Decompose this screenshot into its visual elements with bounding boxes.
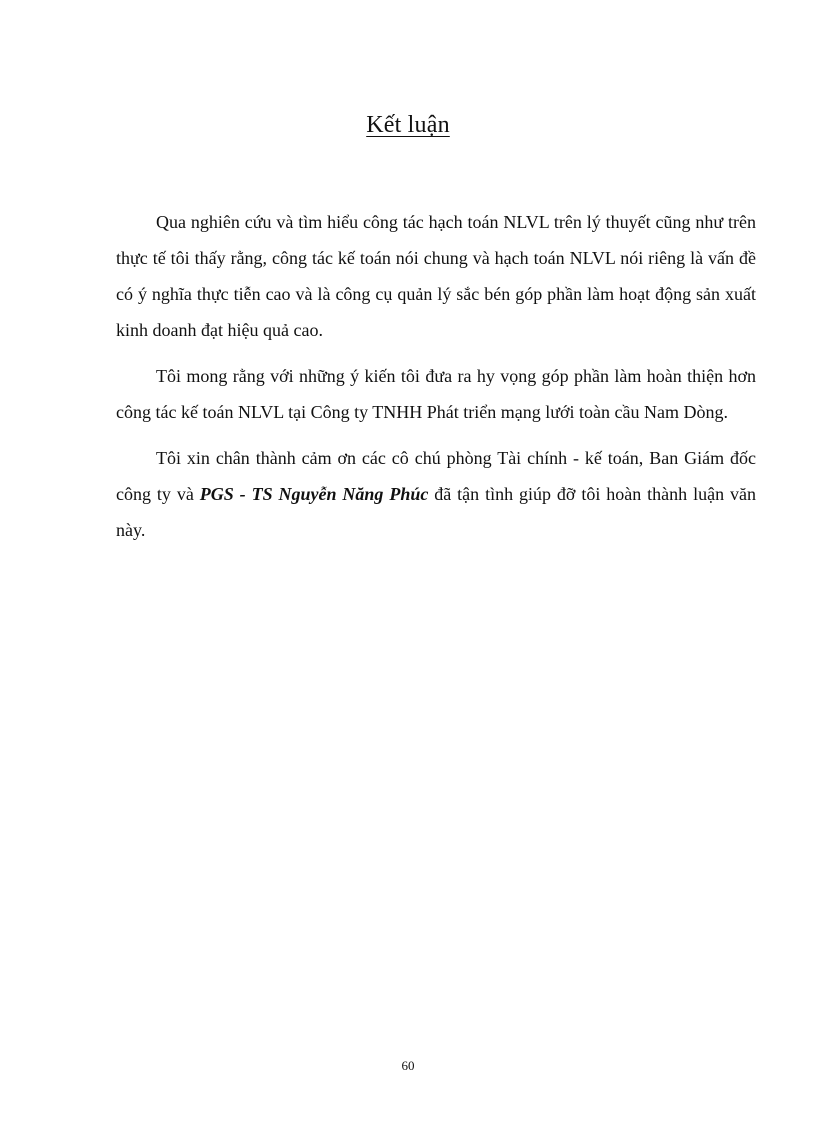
page-number: 60 — [401, 1058, 415, 1073]
title-container — [0, 112, 816, 139]
page-title: Kết luận — [366, 112, 450, 138]
paragraph-3-before: Tôi xin chân thành cảm ơn các cô chú phòng Tài chính - kế toán, Ban Giám đốc công ty và — [116, 448, 756, 504]
paragraph-3 — [116, 440, 756, 548]
paragraph-3-after: đã tận tình giúp đỡ tôi hoàn thành luận văn này. — [116, 484, 756, 540]
paragraph-1: Qua nghiên cứu và tìm hiểu công tác hạch toán NLVL trên lý thuyết cũng như trên thực tế tôi thấy rằng, công tác kế toán nói chung và hạch toán NLVL nói riêng là vấn đề có ý nghĩa thực tiễn cao và là công cụ quản lý sắc bén góp phần làm hoạt động sản xuất kinh doanh đạt hiệu quả cao. — [116, 212, 756, 340]
paragraph-2: Tôi mong rằng với những ý kiến tôi đưa ra hy vọng góp phần làm hoàn thiện hơn công tác kế toán NLVL tại Công ty TNHH Phát triển mạng lưới toàn cầu Nam Dòng. — [116, 366, 756, 422]
body-text — [116, 204, 756, 558]
advisor-name: PGS - TS Nguyễn Năng Phúc — [199, 484, 429, 504]
